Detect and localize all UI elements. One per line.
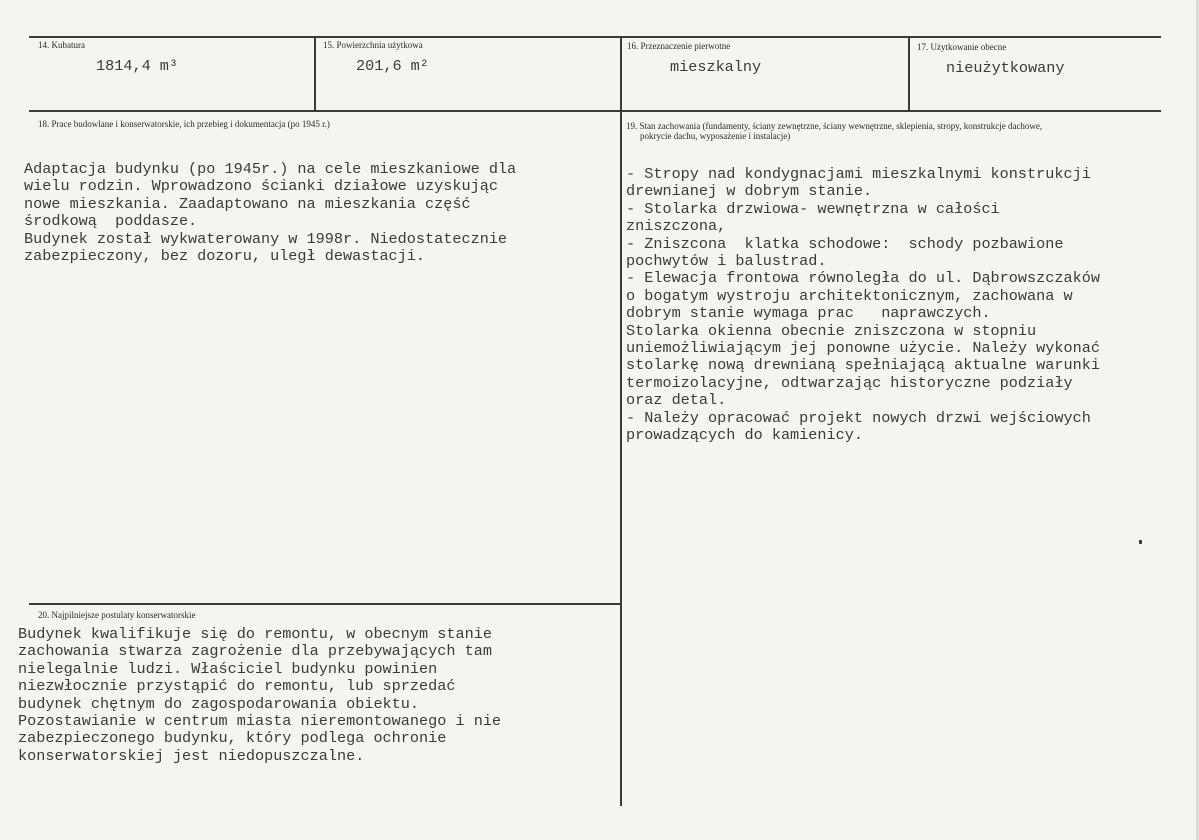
field14-value: 1814,4 m³ [96, 57, 179, 75]
field16-label: 16. Przeznaczenie pierwotne [627, 41, 731, 51]
field15-value: 201,6 m² [356, 57, 429, 75]
section20-top-rule [29, 603, 621, 605]
ink-speck [1139, 540, 1142, 544]
top-rule [29, 36, 1161, 38]
field19-text: - Stropy nad kondygnacjami mieszkalnymi konstrukcji drewnianej w dobrym stanie. - Stolarka drzwiowa- wewnętrzna w całości zniszczona, - Zniszcona klatka schodowe: schody pozbawione pochwytów i balustrad. - Elewacja frontowa równoległa do ul. Dąbrowszczaków o bogatym wystroju architektonicznym, zachowana w dobrym stanie wymaga prac naprawczych. Stolarka okienna obecnie zniszczona w stopniu uniemożliwiającym jej ponowne użycie. Należy wykonać stolarkę nową drewnianą spełniającą aktualne warunki termoizolacyjne, odtwarzając historyczne podziały oraz detal. - Należy opracować projekt nowych drzwi wejściowych prowadzących do kamienicy. [626, 165, 1100, 445]
field20-text: Budynek kwalifikuje się do remontu, w obecnym stanie zachowania stwarza zagrożenie dla przebywających tam nielegalnie ludzi. Właściciel budynku powinien niezwłocznie przystąpić do remontu, lub sprzedać budynek chętnym do zagospodarowania obiektu. Pozostawianie w centrum miasta nieremontowanego i nie zabezpieczonego budynku, który podlega ochronie konserwatorskiej jest niedopuszczalne. [18, 625, 502, 765]
field15-label: 15. Powierzchnia użytkowa [323, 40, 423, 50]
divider-14-15 [314, 36, 316, 112]
field17-value: nieużytkowany [946, 59, 1065, 77]
field17-label: 17. Użytkowanie obecne [917, 42, 1007, 52]
field14-label: 14. Kubatura [38, 40, 85, 50]
divider-16-17 [908, 36, 910, 112]
field18-label: 18. Prace budowlane i konserwatorskie, ich przebieg i dokumentacja (po 1945 r.) [38, 119, 330, 129]
field16-value: mieszkalny [670, 58, 762, 76]
field18-text: Adaptacja budynku (po 1945r.) na cele mieszkaniowe dla wielu rodzin. Wprowadzono ścianki działowe uzyskując nowe mieszkania. Zaadaptowano na mieszkania część środkową poddasze. Budynek został wykwaterowany w 1998r. Niedostatecznie zabezpieczony, bez dozoru, uległ dewastacji. [24, 160, 517, 266]
field19-label-line2: pokrycie dachu, wyposażenie i instalacje) [640, 131, 791, 141]
field19-label-line1: 19. Stan zachowania (fundamenty, ściany zewnętrzne, ściany wewnętrzne, sklepienia, stropy, konstrukcje dachowe, [626, 121, 1043, 131]
field20-label: 20. Najpilniejsze postulaty konserwatorskie [38, 610, 196, 620]
row1-bottom-rule [29, 110, 1161, 112]
divider-main [620, 36, 622, 806]
field20-clip [18, 624, 618, 765]
